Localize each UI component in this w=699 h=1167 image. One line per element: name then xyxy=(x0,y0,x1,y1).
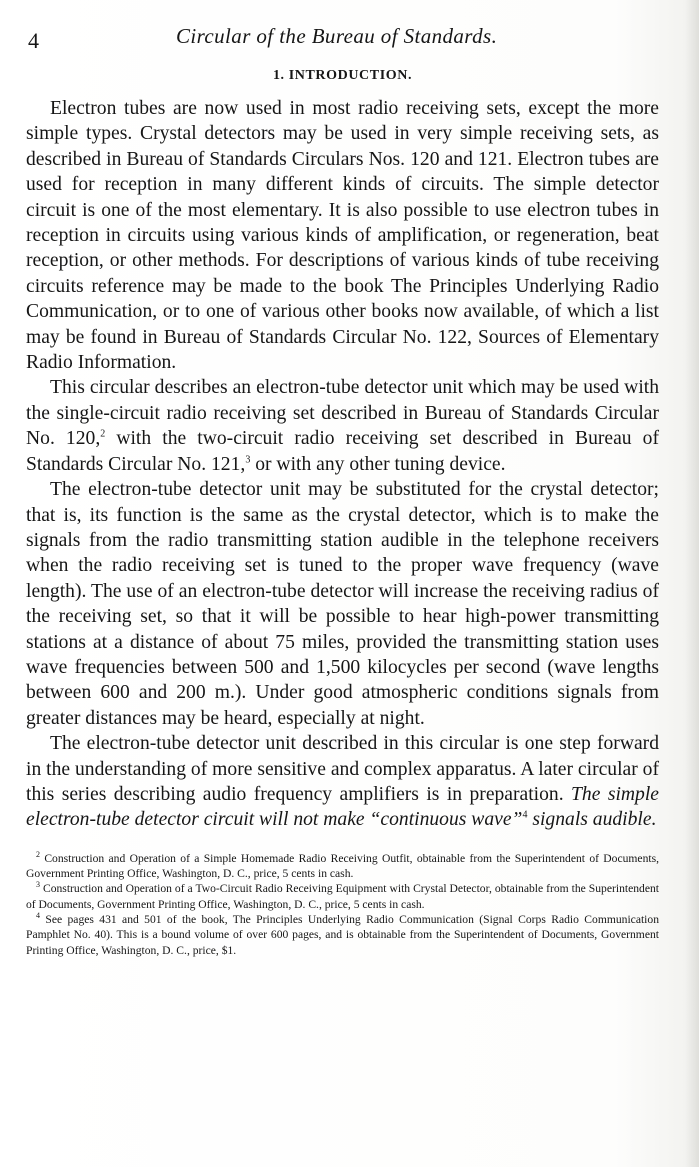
footnotes xyxy=(26,851,659,958)
paragraph-2-text-b: with the two-circuit radio receiving set described in Bureau of Standards Circular No. 121, xyxy=(26,428,659,475)
footnote-mark: 2 xyxy=(36,849,40,859)
paragraph-4-italic-b: signals audible. xyxy=(527,809,657,831)
paragraph-4-text: The electron-tube detector unit described in this circular is one step forward in the understanding of more sensitive and complex apparatus. A later circular of this series describing audio frequency amplifiers is in preparation. xyxy=(26,733,659,805)
paragraph-4-italic-a: The simple electron-tube detector circuit will not make “continuous wave” xyxy=(26,783,659,831)
section-heading: 1. INTRODUCTION. xyxy=(272,68,413,83)
footnote-ref-3: 3 xyxy=(245,454,251,466)
footnote-3 xyxy=(26,881,659,912)
paragraph-2-text-c: or with any other tuning device. xyxy=(250,453,506,475)
page-header xyxy=(26,22,659,58)
footnote-ref-2: 2 xyxy=(100,428,106,440)
footnote-mark: 4 xyxy=(36,911,40,921)
footnote-text: Construction and Operation of a Two-Circuit Radio Receiving Equipment with Crystal Detector, obtainable from the Superintendent of Documents, Government Printing Office, Washington, D. C., price, 5 cents in cash. xyxy=(26,882,659,911)
footnote-text: Construction and Operation of a Simple Homemade Radio Receiving Outfit, obtainable from the Superintendent of Documents, Government Printing Office, Washington, D. C., price, 5 cents in cash. xyxy=(26,851,659,881)
footnote-4 xyxy=(26,912,659,958)
paragraph-2-text-a: This circular describes an electron-tube detector unit which may be used with the single-circuit radio receiving set described in Bureau of Standards Circular No. 120, xyxy=(26,377,659,450)
paragraph-2 xyxy=(26,375,659,477)
footnote-mark: 3 xyxy=(36,880,40,890)
paragraph-1: Electron tubes are now used in most radio receiving sets, except the more simple types. Crystal detectors may be used in very simple receiving sets, as described in Bureau of Standards Circulars Nos. 120 and 121. Electron tubes are used for reception in many different kinds of circuits. The simple detector circuit is one of the most elementary. It is also possible to use electron tubes in reception in circuits using various kinds of amplification, or regeneration, beat reception, or other methods. For descriptions of various kinds of tube receiving circuits reference may be made to the book The Principles Underlying Radio Communication, or to one of various other books now available, of which a list may be found in Bureau of Standards Circular No. 122, Sources of Elementary Radio Information. xyxy=(26,98,659,374)
footnote-ref-4: 4 xyxy=(522,809,528,821)
running-head: Circular of the Bureau of Standards. xyxy=(176,24,498,48)
paragraph-3: The electron-tube detector unit may be substituted for the crystal detector; that is, its function is the same as the crystal detector, which is to make the signals from the radio transmitting station audible in the telephone receivers when the radio receiving set is tuned to the proper wave frequency (wave length). The use of an electron-tube detector will increase the receiving radius of the receiving set, so that it will be possible to hear high-power transmitting stations at a distance of about 75 miles, provided the transmitting station uses wave frequencies between 500 and 1,500 kilocycles per second (wave lengths between 600 and 200 m.). Under good atmospheric conditions signals from greater distances may be heard, especially at night. xyxy=(26,479,659,729)
footnote-2 xyxy=(26,851,659,882)
scan-edge-shadow xyxy=(685,0,699,1167)
paragraph-4 xyxy=(26,731,659,833)
footnote-text: See pages 431 and 501 of the book, The Principles Underlying Radio Communication (Signal Corps Radio Communication Pamphlet No. 40). This is a bound volume of over 600 pages, and is obtainable from the Superintendent of Documents, Government Printing Office, Washington, D. C., price, $1. xyxy=(26,912,659,957)
page-number: 4 xyxy=(28,28,39,53)
